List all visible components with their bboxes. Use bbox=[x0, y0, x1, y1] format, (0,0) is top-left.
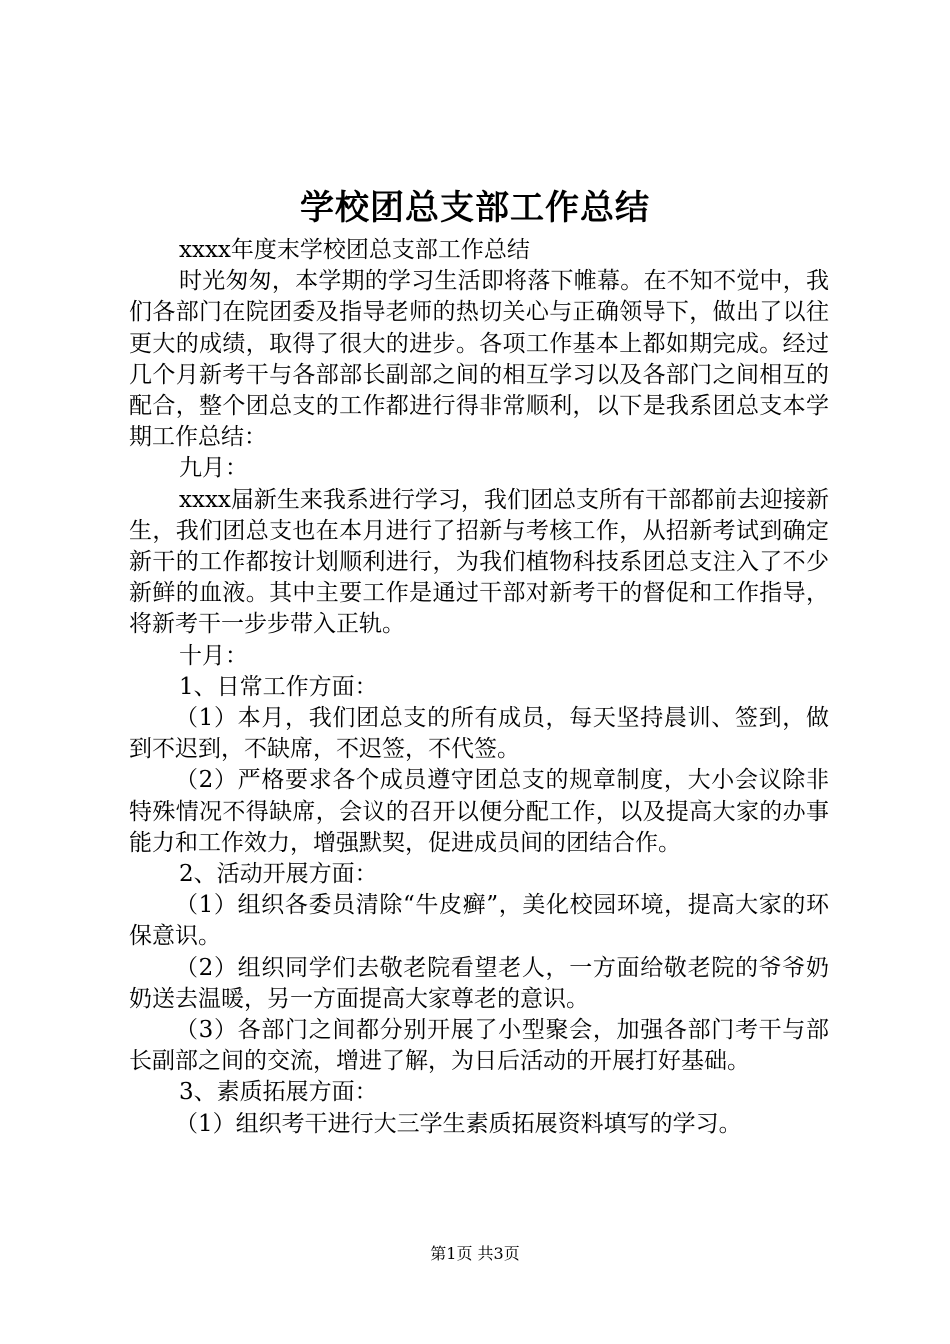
subsection-activities: 2、活动开展方面： bbox=[179, 861, 378, 888]
paragraph-intro: 时光匆匆，本学期的学习生活即将落下帷幕。在不知不觉中，我们各部门在院团委及指导老师的热切关心与正确领导下，做出了以往更大的成绩，取得了很大的进步。各项工作基本上都如期完成。经过几个月新考干与各部部长副部之间的相互学习以及各部门之间相互的配合，整个团总支的工作都进行得非常顺利，以下是我系团总支本学期工作总结： bbox=[129, 268, 829, 451]
paragraph-september: xxxx届新生来我系进行学习，我们团总支所有干部都前去迎接新生，我们团总支也在本月进行了招新与考核工作，从招新考试到确定新干的工作都按计划顺利进行，为我们植物科技系团总支注入了不少新鲜的血液。其中主要工作是通过干部对新考干的督促和工作指导，将新考干一步步带入正轨。 bbox=[129, 486, 829, 638]
subsection-quality: 3、素质拓展方面： bbox=[179, 1079, 378, 1106]
section-october: 十月： bbox=[179, 642, 248, 669]
page-footer: 第1页 共3页 bbox=[430, 1244, 520, 1263]
list-item-daily-1: （1）本月，我们团总支的所有成员，每天坚持晨训、签到，做到不迟到，不缺席，不迟签，不代签。 bbox=[129, 705, 829, 763]
subsection-daily-work: 1、日常工作方面： bbox=[179, 673, 378, 700]
list-item-activity-1: （1）组织各委员清除“牛皮癣”，美化校园环境，提高大家的环保意识。 bbox=[129, 892, 829, 950]
document-title: 学校团总支部工作总结 bbox=[300, 188, 650, 228]
paragraph-heading-line: xxxx年度末学校团总支部工作总结 bbox=[179, 237, 530, 263]
list-item-activity-3: （3）各部门之间都分别开展了小型聚会，加强各部门考干与部长副部之间的交流，增进了解，为日后活动的开展打好基础。 bbox=[129, 1017, 829, 1075]
list-item-activity-2: （2）组织同学们去敬老院看望老人，一方面给敬老院的爷爷奶奶送去温暖，另一方面提高大家尊老的意识。 bbox=[129, 954, 829, 1012]
section-september: 九月： bbox=[179, 455, 248, 482]
list-item-daily-2: （2）严格要求各个成员遵守团总支的规章制度，大小会议除非特殊情况不得缺席，会议的召开以便分配工作，以及提高大家的办事能力和工作效力，增强默契，促进成员间的团结合作。 bbox=[129, 767, 829, 856]
list-item-quality-1: （1）组织考干进行大三学生素质拓展资料填写的学习。 bbox=[175, 1110, 742, 1137]
document-body bbox=[129, 235, 829, 1140]
